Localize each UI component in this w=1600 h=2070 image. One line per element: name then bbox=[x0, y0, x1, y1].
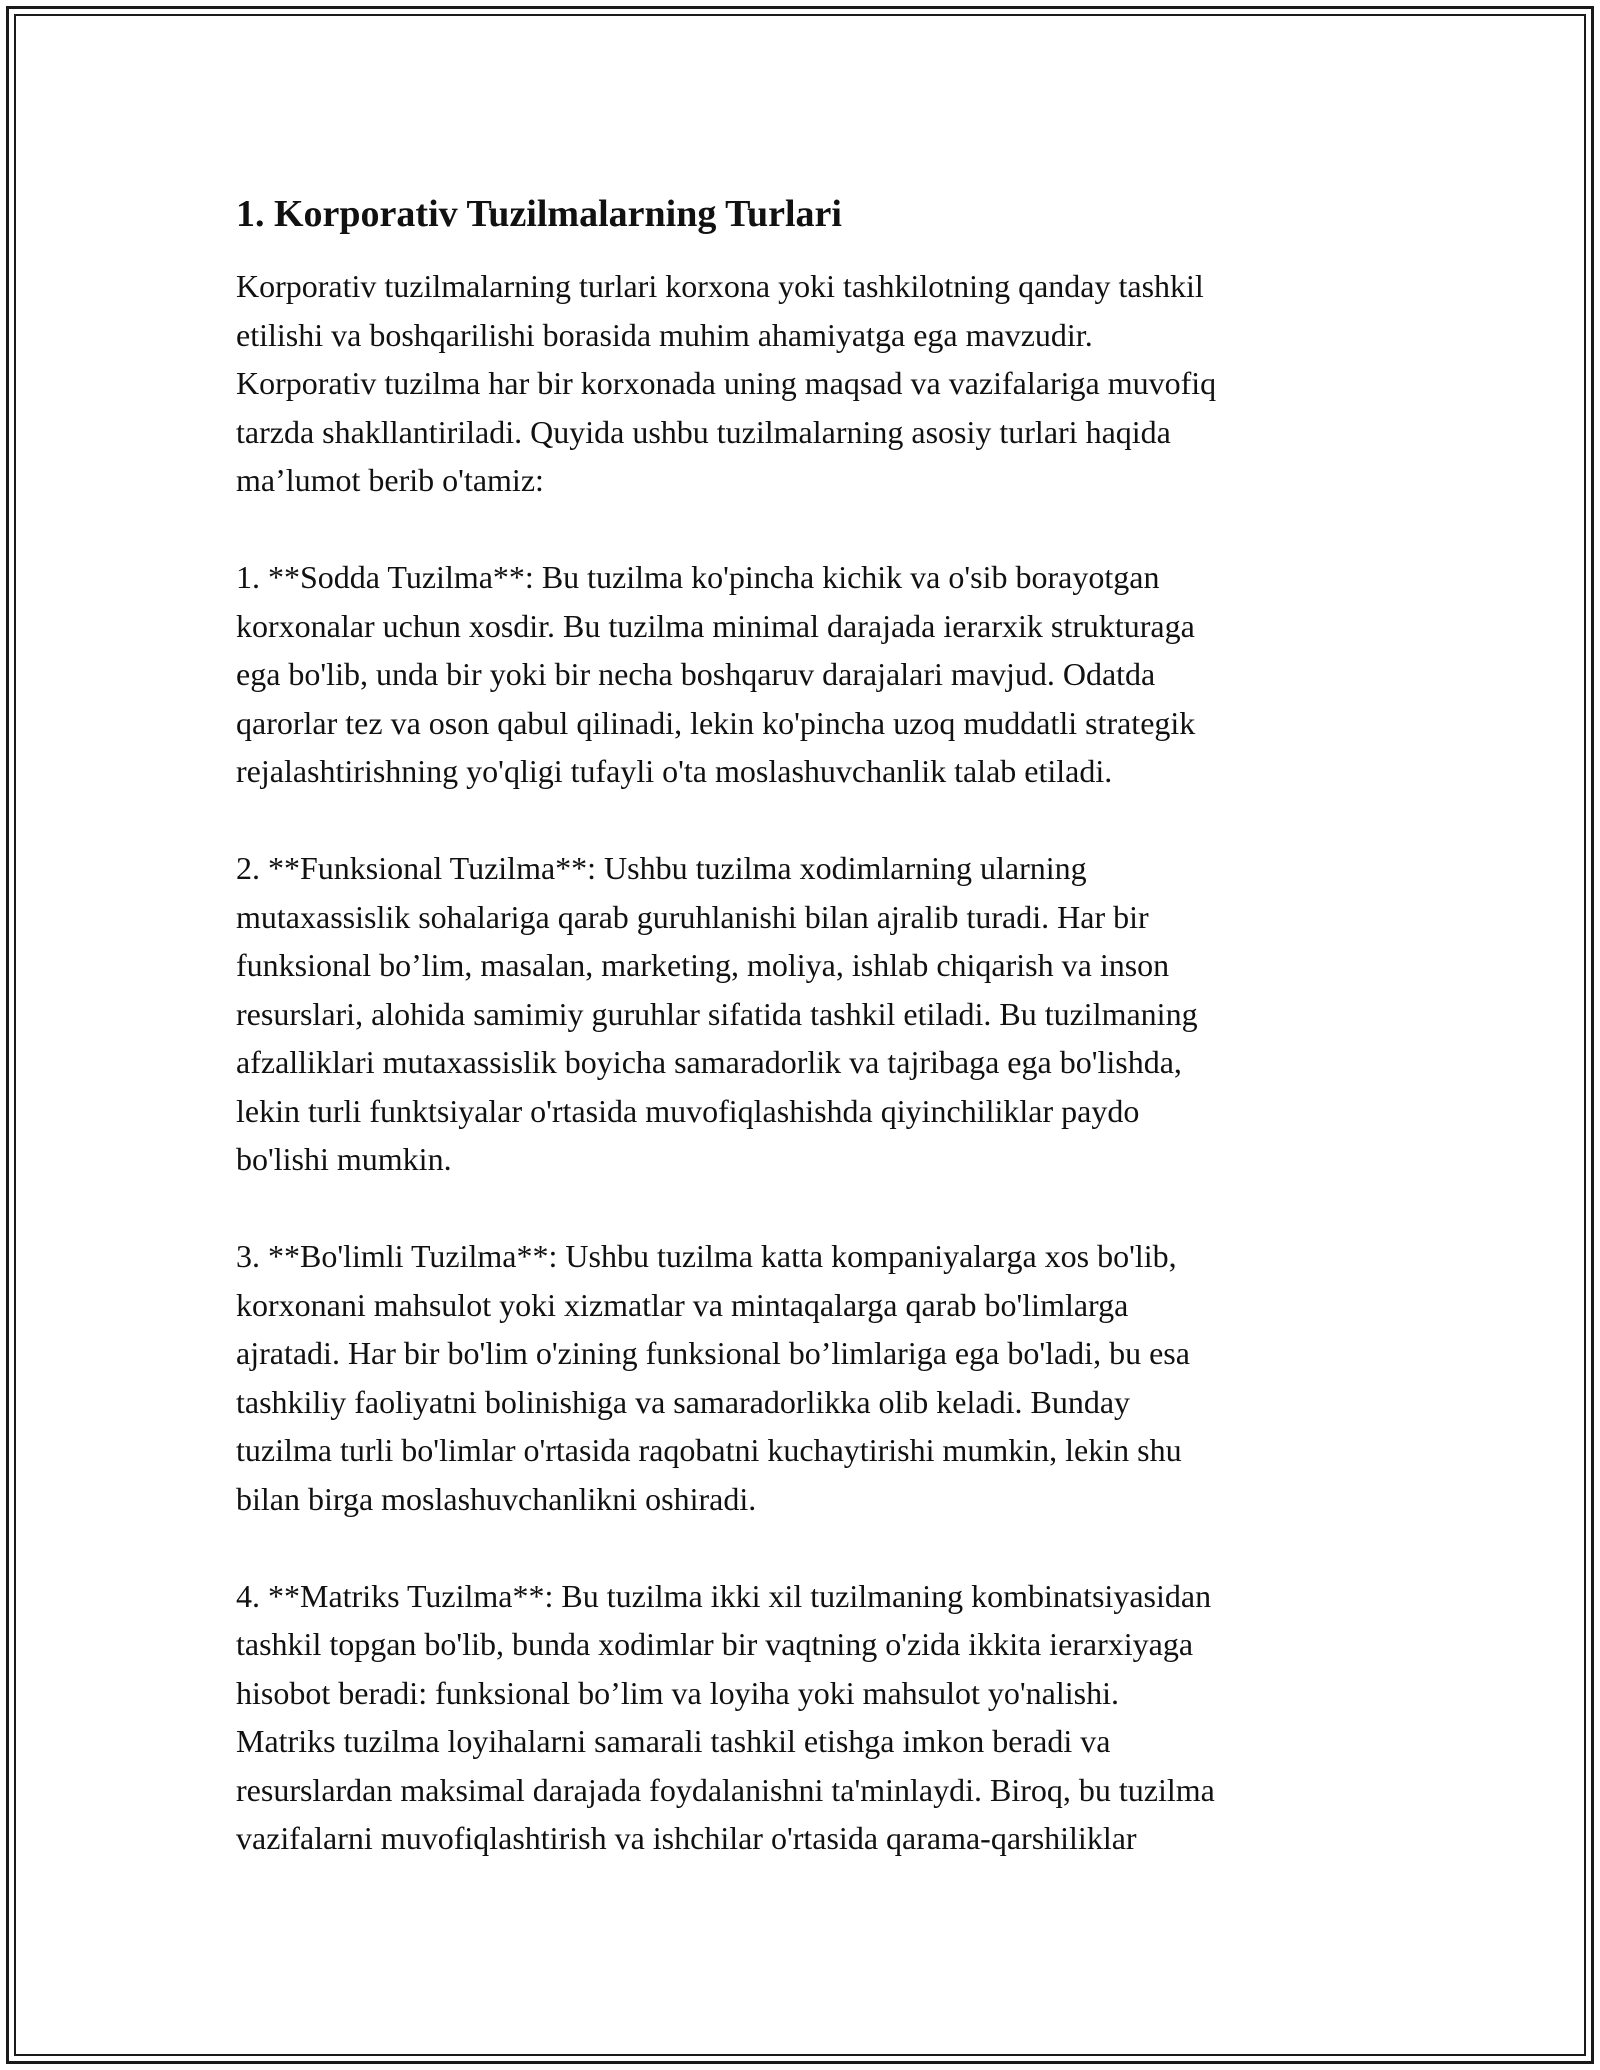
text-line: vazifalarni muvofiqlashtirish va ishchilar o'rtasida qarama-qarshiliklar bbox=[236, 1820, 1137, 1856]
list-item-matriks-tuzilma bbox=[236, 1572, 1376, 1863]
text-line: tarzda shakllantiriladi. Quyida ushbu tuzilmalarning asosiy turlari haqida bbox=[236, 413, 1171, 450]
text-line: Matriks tuzilma loyihalarni samarali tashkil etishga imkon beradi va bbox=[236, 1723, 1111, 1759]
text-line: lekin turli funktsiyalar o'rtasida muvofiqlashishda qiyinchiliklar paydo bbox=[236, 1092, 1140, 1129]
text-line: 1. **Sodda Tuzilma**: Bu tuzilma ko'pincha kichik va o'sib borayotgan bbox=[236, 559, 1160, 595]
text-line: mutaxassislik sohalariga qarab guruhlanishi bilan ajralib turadi. Har bir bbox=[236, 898, 1149, 935]
text-line: resurslardan maksimal darajada foydalanishni ta'minlaydi. Biroq, bu tuzilma bbox=[236, 1771, 1215, 1808]
list-item-bolimli-tuzilma bbox=[236, 1232, 1376, 1523]
text-line: qarorlar tez va oson qabul qilinadi, lekin ko'pincha uzoq muddatli strategik bbox=[236, 704, 1196, 741]
text-line: funksional bo’lim, masalan, marketing, moliya, ishlab chiqarish va inson bbox=[236, 947, 1170, 983]
text-line: tashkiliy faoliyatni bolinishiga va samaradorlikka olib keladi. Bunday bbox=[236, 1383, 1131, 1420]
text-line: rejalashtirishning yo'qligi tufayli o'ta moslashuvchanlik talab etiladi. bbox=[236, 753, 1113, 789]
text-line: 2. **Funksional Tuzilma**: Ushbu tuzilma xodimlarning ularning bbox=[236, 850, 1087, 886]
text-line: Korporativ tuzilma har bir korxonada uning maqsad va vazifalariga muvofiq bbox=[236, 365, 1217, 401]
intro-paragraph bbox=[236, 262, 1376, 505]
list-item-funksional-tuzilma bbox=[236, 844, 1376, 1184]
text-line: tuzilma turli bo'limlar o'rtasida raqobatni kuchaytirishi mumkin, lekin shu bbox=[236, 1432, 1182, 1468]
text-line: tashkil topgan bo'lib, bunda xodimlar bir vaqtning o'zida ikkita ierarxiyaga bbox=[236, 1626, 1194, 1662]
text-line: afzalliklari mutaxassislik boyicha samaradorlik va tajribaga ega bo'lishda, bbox=[236, 1044, 1182, 1080]
text-line: korxonani mahsulot yoki xizmatlar va mintaqalarga qarab bo'limlarga bbox=[236, 1286, 1129, 1323]
text-line: 3. **Bo'limli Tuzilma**: Ushbu tuzilma katta kompaniyalarga xos bo'lib, bbox=[236, 1238, 1177, 1274]
list-item-sodda-tuzilma bbox=[236, 553, 1376, 796]
text-line: bo'lishi mumkin. bbox=[236, 1141, 452, 1177]
text-line: resurslari, alohida samimiy guruhlar sifatida tashkil etiladi. Bu tuzilmaning bbox=[236, 995, 1198, 1032]
text-line: bilan birga moslashuvchanlikni oshiradi. bbox=[236, 1480, 757, 1517]
text-line: hisobot beradi: funksional bo’lim va loyiha yoki mahsulot yo'nalishi. bbox=[236, 1674, 1119, 1711]
text-line: Korporativ tuzilmalarning turlari korxona yoki tashkilotning qanday tashkil bbox=[236, 268, 1204, 304]
text-line: ajratadi. Har bir bo'lim o'zining funksional bo’limlariga ega bo'ladi, bu esa bbox=[236, 1335, 1190, 1371]
text-line: 4. **Matriks Tuzilma**: Bu tuzilma ikki xil tuzilmaning kombinatsiyasidan bbox=[236, 1577, 1212, 1614]
text-line: ega bo'lib, unda bir yoki bir necha boshqaruv darajalari mavjud. Odatda bbox=[236, 656, 1156, 692]
document-body bbox=[236, 186, 1376, 1911]
text-line: ma’lumot berib o'tamiz: bbox=[236, 462, 544, 498]
text-line: korxonalar uchun xosdir. Bu tuzilma minimal darajada ierarxik strukturaga bbox=[236, 607, 1195, 644]
section-heading: 1. Korporativ Tuzilmalarning Turlari bbox=[236, 193, 842, 235]
text-line: etilishi va boshqarilishi borasida muhim ahamiyatga ega mavzudir. bbox=[236, 316, 1093, 353]
